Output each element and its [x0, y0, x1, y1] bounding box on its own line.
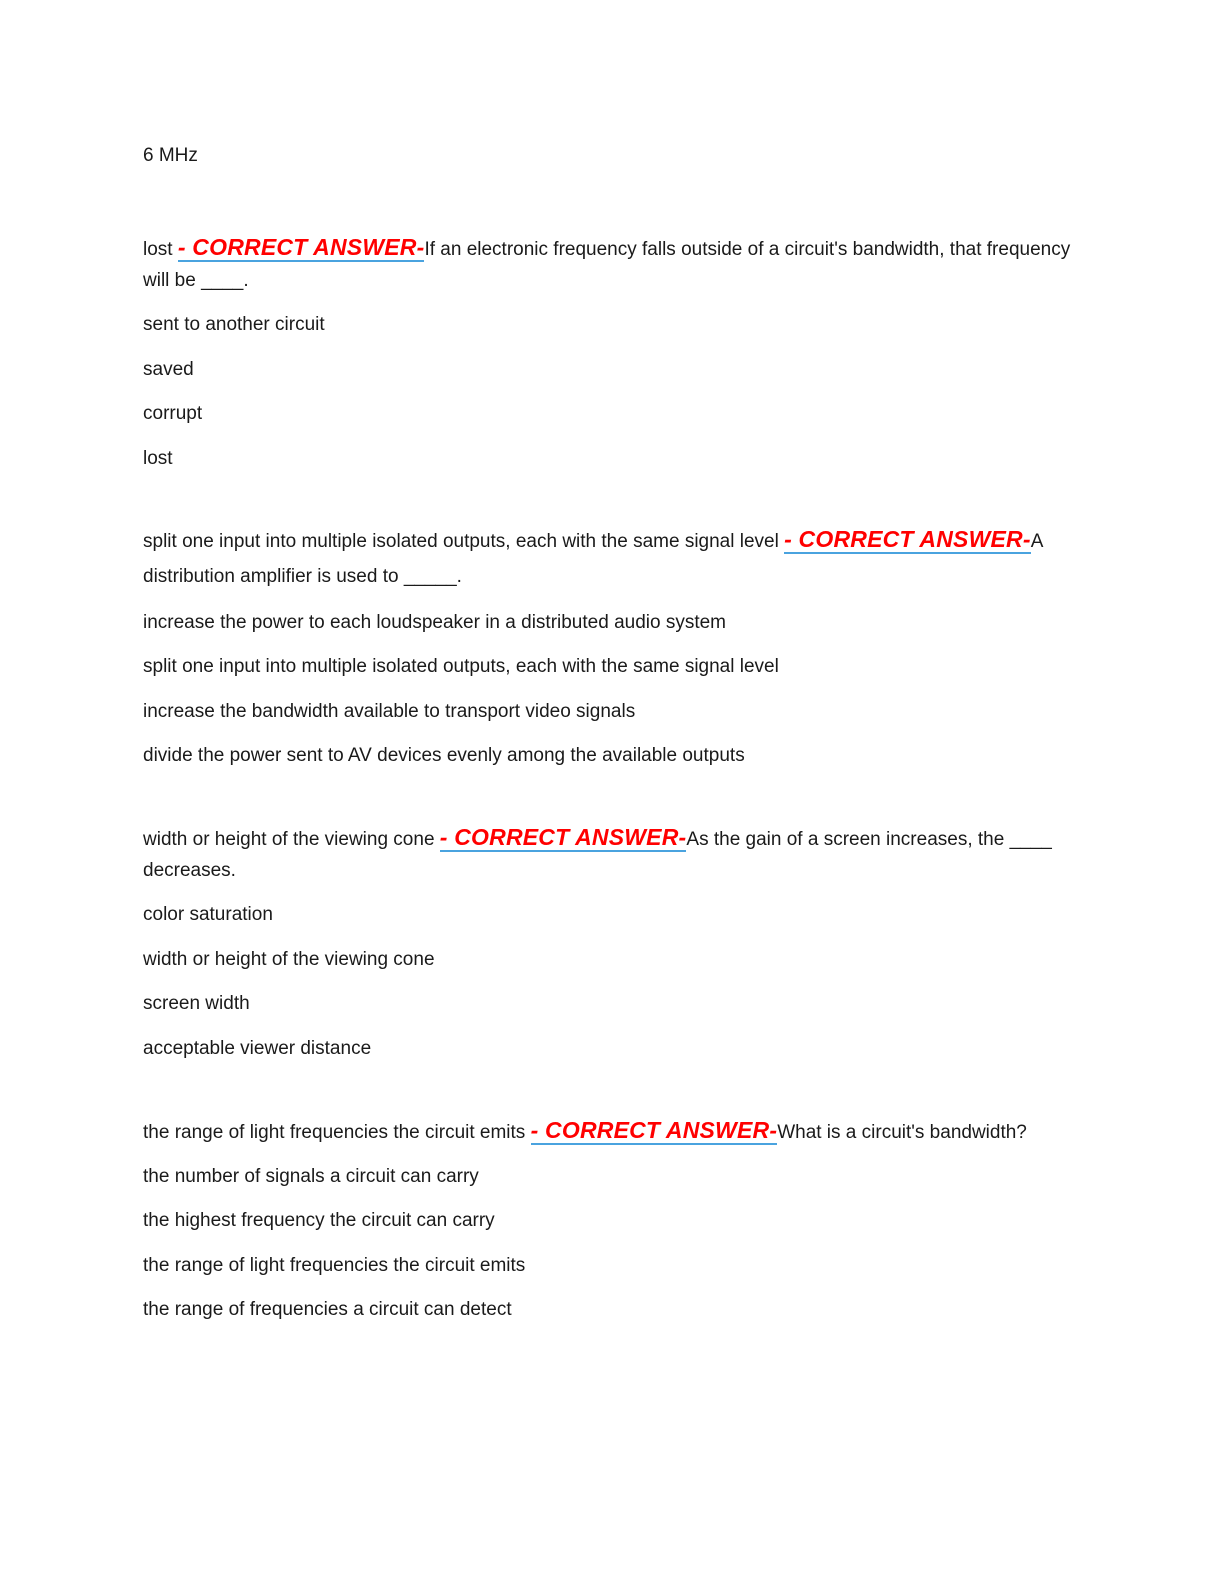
answer-option: acceptable viewer distance	[143, 1037, 372, 1059]
question-line	[143, 822, 1083, 886]
question-block	[143, 232, 1083, 474]
question-line	[143, 522, 1083, 594]
answer-option: increase the power to each loudspeaker in a distributed audio system	[143, 611, 727, 633]
answer-option: corrupt	[143, 403, 203, 424]
question-line	[143, 1115, 1083, 1148]
correct-answer-marker: - CORRECT ANSWER-	[530, 1116, 778, 1143]
answer-text: split one input into multiple isolated outputs, each with the same signal level	[143, 530, 779, 552]
answer-option: increase the bandwidth available to transport video signals	[143, 700, 636, 722]
leading-answer-text: 6 MHz	[143, 145, 198, 166]
answer-option: width or height of the viewing cone	[143, 948, 435, 970]
question-text: If an electronic frequency falls outside of a circuit's bandwidth, that frequency will be ____.	[143, 239, 1071, 291]
answer-option: split one input into multiple isolated outputs, each with the same signal level	[143, 656, 779, 677]
document-content	[143, 140, 1083, 1339]
answer-option: lost	[143, 447, 173, 469]
question-text: What is a circuit's bandwidth?	[777, 1121, 1027, 1143]
answer-option: the highest frequency the circuit can carry	[143, 1210, 495, 1231]
answer-option: screen width	[143, 993, 250, 1014]
answer-text: lost	[143, 239, 173, 260]
correct-answer-marker: - CORRECT ANSWER-	[439, 824, 687, 850]
question-text: As the gain of a screen increases, the ____ decreases.	[143, 829, 1052, 881]
question-line	[143, 232, 1083, 296]
answer-text: width or height of the viewing cone	[143, 829, 435, 850]
answer-option: color saturation	[143, 904, 273, 925]
answer-option: the range of light frequencies the circuit emits	[143, 1254, 526, 1276]
answer-option: the number of signals a circuit can carry	[143, 1165, 479, 1187]
question-block	[143, 1115, 1083, 1326]
correct-answer-marker: - CORRECT ANSWER-	[177, 234, 425, 260]
question-text: A distribution amplifier is used to _____.	[143, 530, 1043, 587]
question-block	[143, 522, 1083, 772]
question-block	[143, 822, 1083, 1064]
answer-option: divide the power sent to AV devices evenly among the available outputs	[143, 745, 745, 766]
answer-option: the range of frequencies a circuit can detect	[143, 1299, 512, 1320]
answer-option: sent to another circuit	[143, 314, 325, 335]
correct-answer-marker: - CORRECT ANSWER-	[784, 525, 1031, 552]
answer-option: saved	[143, 358, 194, 380]
answer-text: the range of light frequencies the circuit emits	[143, 1121, 526, 1143]
